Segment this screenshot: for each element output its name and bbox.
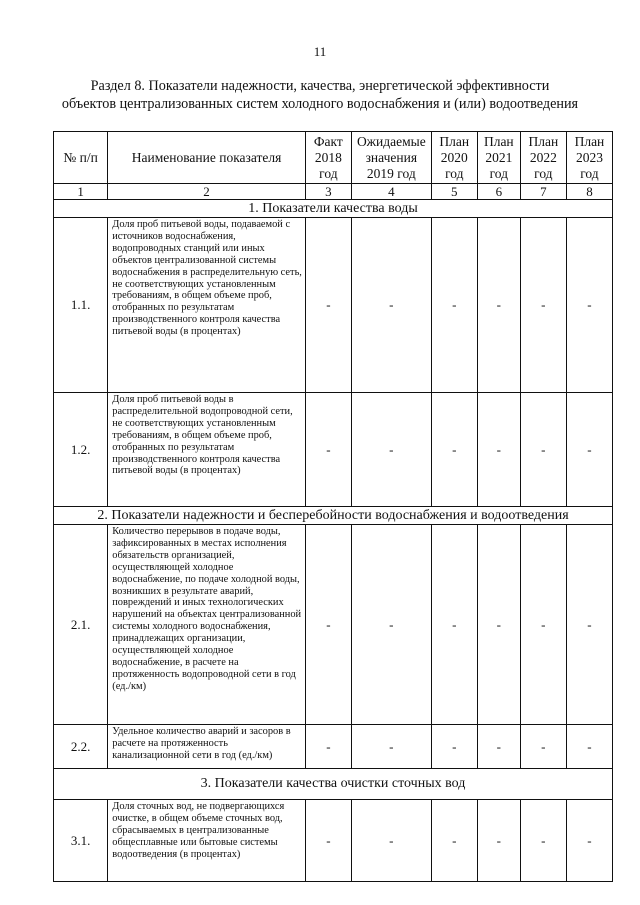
column-header-line: План [574, 133, 605, 149]
section-title-line-2: объектов централизованных систем холодного водоснабжения и (или) водоотведения [61, 96, 579, 112]
indicator-value: - [351, 525, 431, 725]
indicator-value: - [305, 725, 351, 769]
indicator-name: Количество перерывов в подаче воды, зафиксированных в местах исполнения обязательств организацией, осуществляющей холодное водоснабжение, по подаче холодной воды, возникших в результате аварий, повреждений и иных технологических нарушений на объектах централизованной системы холодного водоснабжения, принадлежащих организации, осуществляющей холодное водоснабжение, в расчете на протяженность водопроводной сети в год (ед./км) [108, 525, 306, 725]
indicators-table [53, 131, 613, 882]
column-header-line: 2021 [485, 149, 513, 165]
indicator-value: - [520, 725, 566, 769]
column-header-line: значения [365, 149, 418, 165]
indicator-value: - [351, 218, 431, 393]
indicator-value: - [477, 800, 520, 882]
column-header-line: 2022 [529, 149, 557, 165]
indicator-value: - [305, 393, 351, 507]
indicator-name: Удельное количество аварий и засоров в расчете на протяженность канализационной сети в год (ед./км) [108, 725, 306, 769]
section-header-row [54, 200, 613, 218]
column-numbers-row [54, 184, 613, 200]
column-header-line: Ожидаемые [356, 133, 426, 149]
column-header-line: год [489, 165, 509, 181]
column-header-4 [351, 132, 431, 184]
indicator-value: - [305, 218, 351, 393]
column-header-line: № п/п [63, 149, 98, 165]
column-header-line: Наименование показателя [131, 149, 282, 165]
column-number: 8 [566, 184, 612, 200]
indicator-value: - [477, 218, 520, 393]
column-header-line: 2019 год [366, 165, 416, 181]
section-heading: 2. Показатели надежности и бесперебойности водоснабжения и водоотведения [54, 507, 613, 525]
indicator-value: - [477, 725, 520, 769]
column-header-5 [431, 132, 477, 184]
indicator-name: Доля проб питьевой воды в распределительной водопроводной сети, не соответствующих установленным требованиям, в общем объеме проб, отобранных по результатам производственного контроля качества питьевой воды (в процентах) [108, 393, 306, 507]
indicator-value: - [431, 393, 477, 507]
indicator-value: - [431, 725, 477, 769]
page-number: 11 [313, 44, 327, 59]
indicator-row [54, 725, 613, 769]
column-header-line: 2020 [440, 149, 468, 165]
column-header-line: План [439, 133, 470, 149]
indicator-value: - [566, 725, 612, 769]
indicator-value: - [566, 218, 612, 393]
column-header-line: Факт [313, 133, 343, 149]
indicator-row [54, 525, 613, 725]
column-header-2 [108, 132, 306, 184]
column-number: 3 [305, 184, 351, 200]
column-header-line: План [528, 133, 559, 149]
indicator-value: - [351, 725, 431, 769]
section-heading: 3. Показатели качества очистки сточных вод [54, 769, 613, 800]
indicator-row [54, 393, 613, 507]
indicator-name: Доля проб питьевой воды, подаваемой с источников водоснабжения, водопроводных станций или иных объектов централизованной системы водоснабжения в распределительную сеть, не соответствующих установленным требованиям, в общем объеме проб, отобранных по результатам производственного контроля качества питьевой воды (в процентах) [108, 218, 306, 393]
indicator-value: - [431, 218, 477, 393]
column-header-line: год [319, 165, 338, 181]
indicator-value: - [305, 525, 351, 725]
indicator-value: - [566, 525, 612, 725]
indicator-value: - [520, 393, 566, 507]
indicator-value: - [477, 525, 520, 725]
indicator-value: - [351, 800, 431, 882]
indicator-value: - [520, 218, 566, 393]
column-header-line: год [580, 165, 599, 181]
column-number: 2 [108, 184, 306, 200]
section-title [40, 77, 600, 113]
section-heading: 1. Показатели качества воды [54, 200, 613, 218]
indicator-number: 1.1. [54, 218, 108, 393]
indicator-value: - [431, 800, 477, 882]
header-row [54, 132, 613, 184]
column-header-3 [305, 132, 351, 184]
column-number: 4 [351, 184, 431, 200]
indicator-value: - [351, 393, 431, 507]
table-header [54, 132, 613, 184]
indicator-value: - [477, 393, 520, 507]
indicator-row [54, 800, 613, 882]
indicator-number: 1.2. [54, 393, 108, 507]
table-body [54, 184, 613, 882]
indicator-number: 2.1. [54, 525, 108, 725]
column-number: 1 [54, 184, 108, 200]
column-header-6 [477, 132, 520, 184]
column-header-8 [566, 132, 612, 184]
column-header-7 [520, 132, 566, 184]
indicator-value: - [431, 525, 477, 725]
column-header-line: 2023 [575, 149, 603, 165]
indicator-row [54, 218, 613, 393]
indicator-number: 3.1. [54, 800, 108, 882]
indicator-value: - [566, 800, 612, 882]
indicator-value: - [305, 800, 351, 882]
column-header-line: год [534, 165, 553, 181]
column-header-1 [54, 132, 108, 184]
column-number: 7 [520, 184, 566, 200]
indicator-number: 2.2. [54, 725, 108, 769]
section-title-line-1: Раздел 8. Показатели надежности, качества, энергетической эффективности [90, 78, 550, 94]
indicator-name: Доля сточных вод, не подвергающихся очистке, в общем объеме сточных вод, сбрасываемых в централизованные общесплавные или бытовые системы водоотведения (в процентах) [108, 800, 306, 882]
column-header-line: 2018 [314, 149, 342, 165]
column-number: 6 [477, 184, 520, 200]
indicator-value: - [520, 525, 566, 725]
indicator-value: - [520, 800, 566, 882]
column-header-line: План [483, 133, 514, 149]
indicator-value: - [566, 393, 612, 507]
section-header-row [54, 769, 613, 800]
column-number: 5 [431, 184, 477, 200]
section-header-row [54, 507, 613, 525]
column-header-line: год [445, 165, 464, 181]
